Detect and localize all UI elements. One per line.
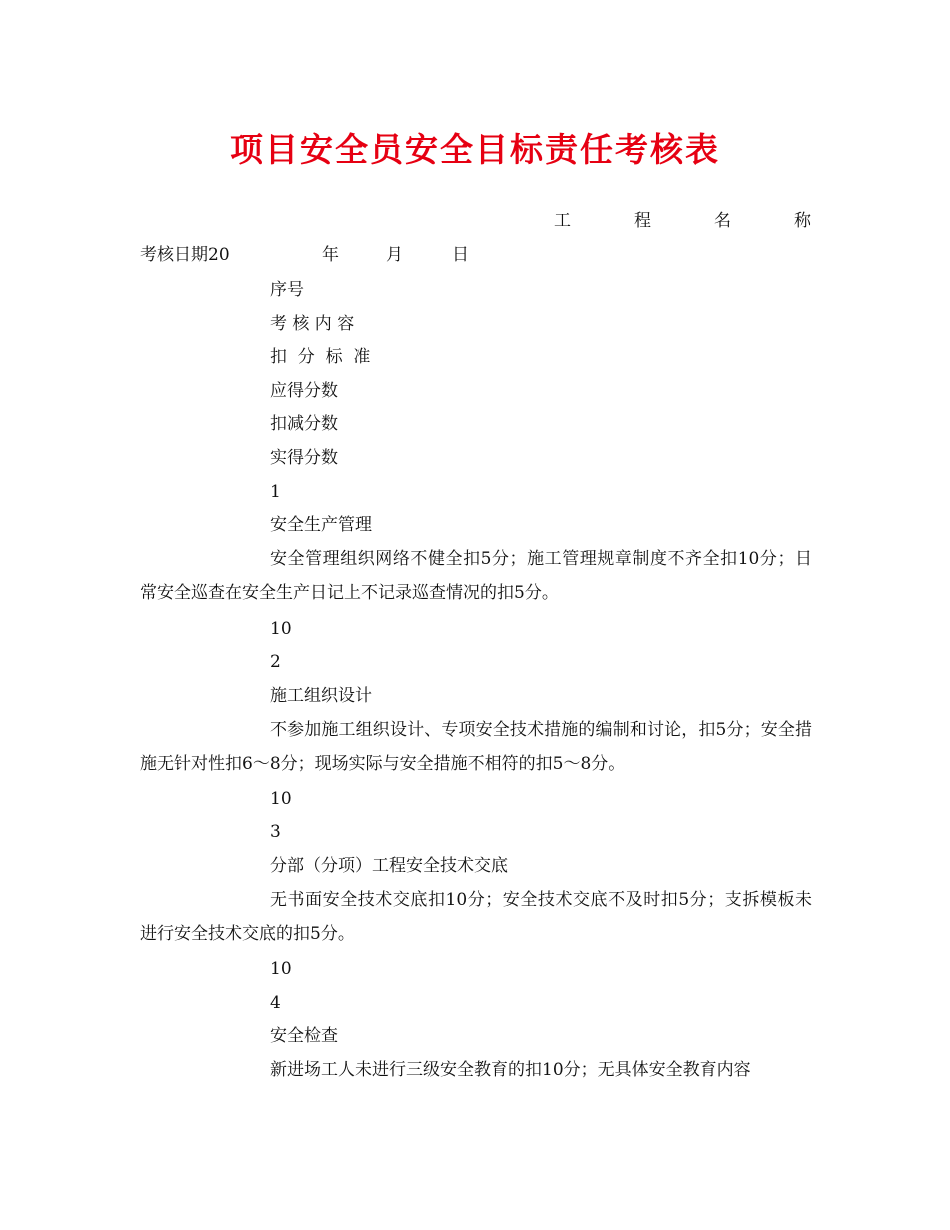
document-title: 项目安全员安全目标责任考核表 xyxy=(230,130,720,169)
assessment-date-row xyxy=(140,238,812,272)
date-day: 日 xyxy=(452,245,469,265)
project-name-row xyxy=(140,204,812,238)
item-score: 10 xyxy=(270,959,292,979)
item-serial-no: 3 xyxy=(270,822,281,842)
project-name-char: 程 xyxy=(634,211,651,231)
date-year: 年 xyxy=(322,245,339,265)
item-serial-no: 4 xyxy=(270,993,281,1013)
project-name-char: 工 xyxy=(554,211,571,231)
project-name-char: 名 xyxy=(714,211,731,231)
header-criteria: 扣 分 标 准 xyxy=(270,347,371,367)
item-content: 安全检查 xyxy=(270,1026,338,1046)
date-label: 考核日期20 xyxy=(140,245,230,265)
item-criteria: 无书面安全技术交底扣10分；安全技术交底不及时扣5分；支拆模板未进行安全技术交底的扣5分。 xyxy=(140,890,812,944)
item-criteria: 不参加施工组织设计、专项安全技术措施的编制和讨论，扣5分；安全措施无针对性扣6～8分；现场实际与安全措施不相符的扣5～8分。 xyxy=(140,720,812,774)
item-criteria: 安全管理组织网络不健全扣5分；施工管理规章制度不齐全扣10分；日常安全巡查在安全生产日记上不记录巡查情况的扣5分。 xyxy=(140,549,812,603)
item-content: 施工组织设计 xyxy=(270,686,372,706)
item-content: 分部（分项）工程安全技术交底 xyxy=(270,856,508,876)
header-content: 考 核 内 容 xyxy=(270,314,355,334)
header-deducted-score: 扣减分数 xyxy=(270,414,338,434)
project-name-char: 称 xyxy=(794,211,811,231)
header-actual-score: 实得分数 xyxy=(270,448,338,468)
item-serial-no: 1 xyxy=(270,482,281,502)
item-content: 安全生产管理 xyxy=(270,515,372,535)
header-serial-no: 序号 xyxy=(270,280,304,300)
item-score: 10 xyxy=(270,789,292,809)
item-criteria: 新进场工人未进行三级安全教育的扣10分；无具体安全教育内容 xyxy=(270,1060,751,1080)
item-serial-no: 2 xyxy=(270,652,281,672)
item-score: 10 xyxy=(270,619,292,639)
header-due-score: 应得分数 xyxy=(270,381,338,401)
date-month: 月 xyxy=(386,245,403,265)
